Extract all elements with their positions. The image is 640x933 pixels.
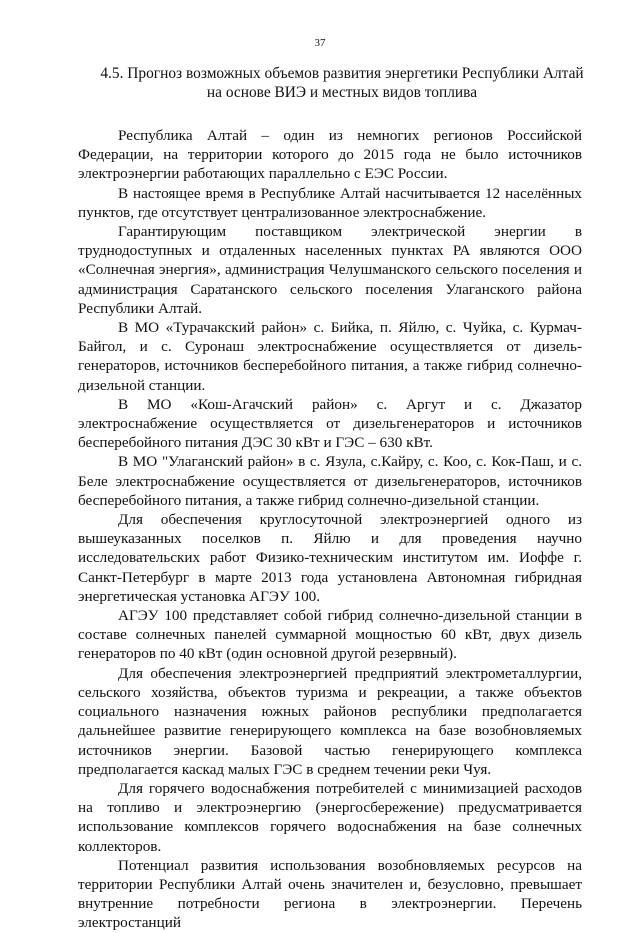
page-number: 37 <box>314 37 326 49</box>
paragraph: АГЭУ 100 представляет собой гибрид солнечно-дизельной станции в составе солнечных панелей суммарной мощностью 60 кВт, двух дизель генераторов по 40 кВт (один основной другой резервный). <box>78 607 582 663</box>
heading-line-1: 4.5. Прогноз возможных объемов развития энергетики Республики Алтай <box>100 65 584 82</box>
paragraph: Для горячего водоснабжения потребителей с минимизацией расходов на топливо и электроэнергию (энергосбережение) предусматривается использование комплексов горячего водоснабжения на базе солнечных коллекторов. <box>78 779 582 855</box>
heading-line-2: на основе ВИЭ и местных видов топлива <box>206 84 478 101</box>
paragraph: В настоящее время в Республике Алтай насчитывается 12 населённых пунктов, где отсутствует централизованное электроснабжение. <box>78 184 582 221</box>
paragraph: Для обеспечения круглосуточной электроэнергией одного из вышеуказанных поселков п. Яйлю и для проведения научно исследовательских работ Физико-техническим институтом им. Иоффе г. Санкт-Петербург в марте 2013 года установлена Автономная гибридная энергетическая установка АГЭУ 100. <box>78 511 582 605</box>
paragraph: Гарантирующим поставщиком электрической энергии в труднодоступных и отдаленных населенных пунктах РА являются ООО «Солнечная энергия», администрация Челушманского сельского поселения и администрация Саратанского сельского поселения Улаганского района Республики Алтай. <box>78 223 582 317</box>
paragraph: В МО «Кош-Агачский район» с. Аргут и с. Джазатор электроснабжение осуществляется от дизельгенераторов и источников бесперебойного питания ДЭС 30 кВт и ГЭС – 630 кВт. <box>78 395 582 452</box>
paragraph: В МО "Улаганский район» в с. Язула, с.Кайру, с. Коо, с. Кок-Паш, и с. Беле электроснабжение осуществляется от дизельгенераторов, источников бесперебойного питания, а также гибрид солнечно-дизельной станции. <box>78 453 582 509</box>
document-body <box>78 126 582 933</box>
paragraph: Республика Алтай – один из немногих регионов Российской Федерации, на территории которого до 2015 года не было источников электроэнергии работающих параллельно с ЕЭС России. <box>78 127 582 183</box>
section-heading <box>92 64 592 102</box>
paragraph: Потенциал развития использования возобновляемых ресурсов на территории Республики Алтай очень значителен и, безусловно, превышает внутренние потребности региона в электроэнергии. Перечень электростанций <box>78 856 582 932</box>
paragraph: Для обеспечения электроэнергией предприятий электрометаллургии, сельского хозяйства, объектов туризма и рекреации, а также объектов социального назначения южных районов республики предполагается дальнейшее развитие генерирующего комплекса на базе возобновляемых источников энергии. Базовой частью генерирующего комплекса предполагается каскад малых ГЭС в среднем течении реки Чуя. <box>78 664 582 778</box>
paragraph: В МО «Турачакский район» с. Бийка, п. Яйлю, с. Чуйка, с. Курмач-Байгол, и с. Суронаш электроснабжение осуществляется от дизель-генераторов, источников бесперебойного питания, а также гибрид солнечно-дизельной станции. <box>78 319 582 394</box>
